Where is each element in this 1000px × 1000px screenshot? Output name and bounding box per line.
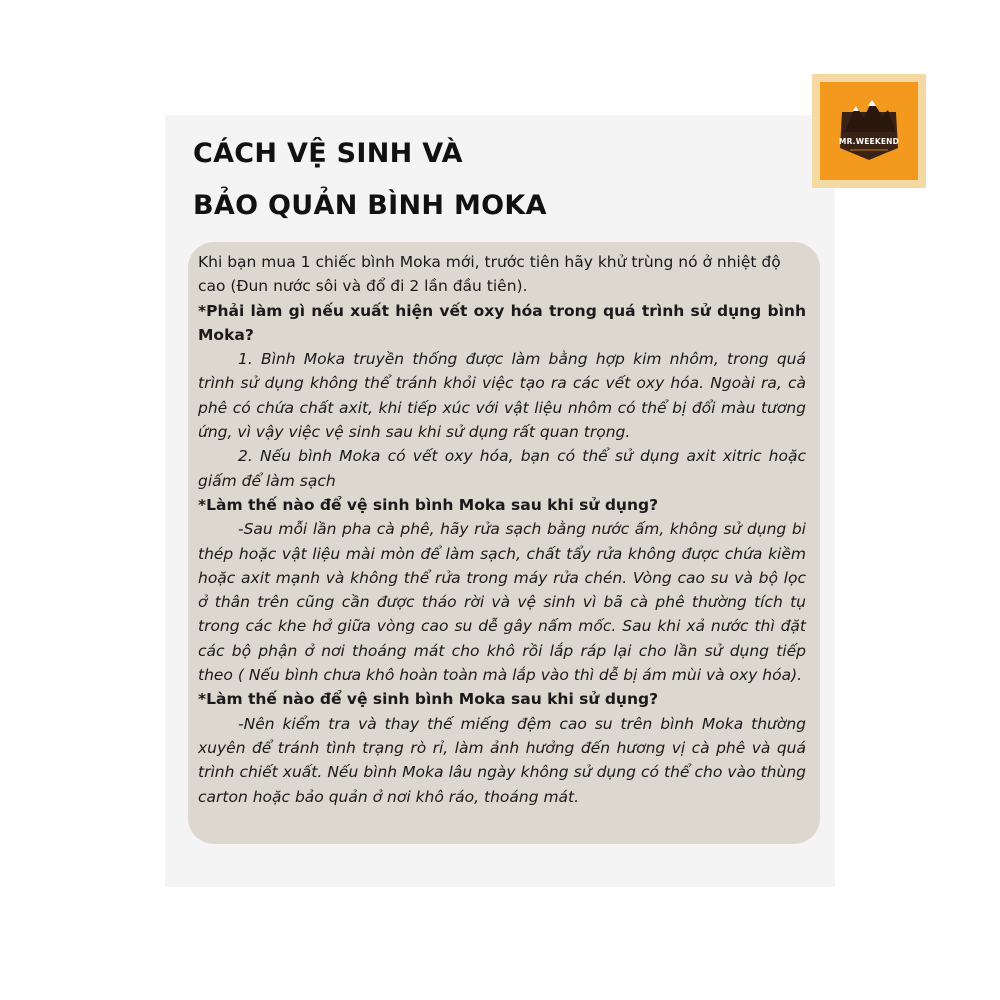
info-box: [188, 242, 820, 844]
mountain-badge-icon: [820, 82, 918, 180]
intro-paragraph: Khi bạn mua 1 chiếc bình Moka mới, trước tiên hãy khử trùng nó ở nhiệt độ cao (Đun nước sôi và đổ đi 2 lần đầu tiên).: [198, 253, 781, 296]
answer-oxidation-2: 2. Nếu bình Moka có vết oxy hóa, bạn có thể sử dụng axit xitric hoặc giấm để làm sạch: [198, 447, 806, 490]
title-line-1: CÁCH VỆ SINH VÀ: [193, 138, 463, 169]
logo-badge: [820, 82, 918, 180]
question-maintenance: *Làm thế nào để vệ sinh bình Moka sau khi sử dụng?: [198, 690, 659, 709]
logo-brand-text: MR.WEEKEND: [838, 137, 900, 146]
brand-logo: [812, 74, 926, 188]
page-title: [193, 128, 793, 232]
answer-oxidation-1: 1. Bình Moka truyền thống được làm bằng hợp kim nhôm, trong quá trình sử dụng không thể tránh khỏi việc tạo ra các vết oxy hóa. Ngoài ra, cà phê có chứa chất axit, khi tiếp xúc với vật liệu nhôm có thể bị đổi màu tương ứng, vì vậy việc vệ sinh sau khi sử dụng rất quan trọng.: [198, 350, 806, 442]
title-line-2: BẢO QUẢN BÌNH MOKA: [193, 190, 547, 221]
answer-maintenance: -Nên kiểm tra và thay thế miếng đệm cao su trên bình Moka thường xuyên để tránh tình trạng rò rỉ, làm ảnh hưởng đến hương vị cà phê và quá trình chiết xuất. Nếu bình Moka lâu ngày không sử dụng có thể cho vào thùng carton hoặc bảo quản ở nơi khô ráo, thoáng mát.: [198, 714, 806, 806]
question-cleaning: *Làm thế nào để vệ sinh bình Moka sau khi sử dụng?: [198, 495, 659, 514]
question-oxidation: *Phải làm gì nếu xuất hiện vết oxy hóa trong quá trình sử dụng bình Moka?: [198, 301, 806, 344]
answer-cleaning: -Sau mỗi lần pha cà phê, hãy rửa sạch bằng nước ấm, không sử dụng bi thép hoặc vật liệu mài mòn để làm sạch, chất tẩy rửa không được chứa kiềm hoặc axit mạnh và không thể rửa trong máy rửa chén. Vòng cao su và bộ lọc ở thân trên cũng cần được tháo rời và vệ sinh vì bã cà phê thường tích tụ trong các khe hở giữa vòng cao su dễ gây nấm mốc. Sau khi xả nước thì đặt các bộ phận ở nơi thoáng mát cho khô rồi lắp ráp lại cho lần sử dụng tiếp theo ( Nếu bình chưa khô hoàn toàn mà lắp vào thì dễ bị ám mùi và oxy hóa).: [198, 520, 806, 685]
